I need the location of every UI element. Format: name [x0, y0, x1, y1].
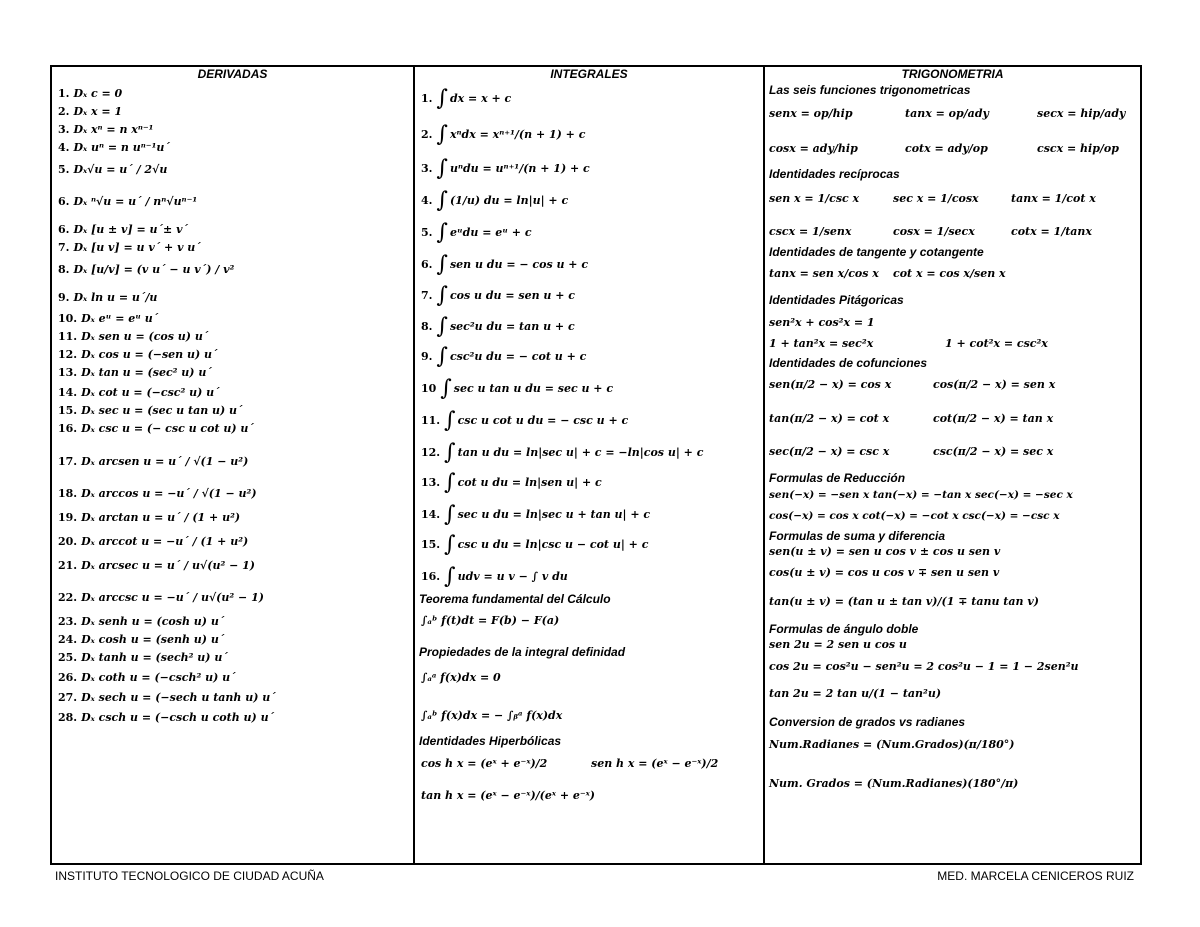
integral-number: 8. [421, 320, 433, 333]
derivada-formula: Dₓ ln u = u´/u [73, 291, 158, 304]
integral-formula: tan u du = ln|sec u| + c = −ln|cos u| + c [457, 446, 704, 459]
cotx-def: cotx = ady/op [905, 142, 988, 155]
derivada-item [58, 487, 257, 501]
derivadas-header: DERIVADAS [197, 67, 268, 81]
derivada-item [58, 511, 240, 525]
integral-formula: xⁿdx = xⁿ⁺¹/(n + 1) + c [449, 128, 586, 141]
derivada-number: 19. [58, 511, 78, 524]
cofuncion-cos: cos(π/2 − x) = sen x [933, 378, 1056, 391]
derivada-number: 10. [58, 312, 78, 325]
integral-sign-icon: ∫ [440, 376, 452, 401]
propiedades-title: Propiedades de la integral definidad [419, 645, 626, 659]
integral-sign-icon: ∫ [436, 188, 448, 213]
integral-number: 4. [421, 194, 433, 207]
integral-item [421, 156, 590, 181]
propiedad-2: ∫ₐᵇ f(x)dx = − ∫ᵦᵃ f(x)dx [421, 709, 563, 722]
derivada-item [58, 422, 254, 436]
cofuncion-csc: csc(π/2 − x) = sec x [933, 445, 1054, 458]
reciproca-secx: sec x = 1/cosx [893, 192, 979, 205]
integral-sign-icon: ∫ [436, 252, 448, 277]
integral-item [421, 502, 651, 527]
derivada-item [58, 263, 234, 277]
hiperbolicas-title: Identidades Hiperbólicas [419, 734, 562, 748]
derivada-number: 13. [58, 366, 78, 379]
derivada-item [58, 105, 122, 119]
integral-sign-icon: ∫ [436, 314, 448, 339]
derivada-number: 22. [58, 591, 78, 604]
integral-item [421, 220, 532, 245]
integral-item [421, 122, 586, 147]
integral-number: 12. [421, 446, 441, 459]
derivada-number: 28. [58, 711, 78, 724]
integral-item [421, 252, 589, 277]
derivada-item [58, 535, 248, 549]
derivada-formula: Dₓ [u ± v] = u´± v´ [73, 223, 188, 236]
derivada-number: 21. [58, 559, 78, 572]
integral-item [421, 283, 575, 308]
tangente-tanx: tanx = sen x/cos x [769, 267, 879, 280]
integral-item [421, 470, 602, 495]
seis-funciones-title: Las seis funciones trigonometricas [769, 83, 971, 97]
integral-formula: udv = u v − ∫ v du [457, 570, 568, 583]
derivada-formula: Dₓ csch u = (−csch u coth u) u´ [81, 711, 275, 724]
integral-number: 16. [421, 570, 441, 583]
cosx-def: cosx = ady/hip [769, 142, 858, 155]
derivada-formula: Dₓ xⁿ = n xⁿ⁻¹ [73, 123, 154, 136]
trigonometria-header: TRIGONOMETRIA [901, 67, 1004, 81]
reciproca-tanx: tanx = 1/cot x [1011, 192, 1096, 205]
senh-formula: sen h x = (eˣ − e⁻ˣ)/2 [591, 757, 719, 770]
integral-number: 7. [421, 289, 433, 302]
footer-author: MED. MARCELA CENICEROS RUIZ [937, 869, 1134, 883]
derivada-formula: Dₓ arcsec u = u´ / u√(u² − 1) [81, 559, 256, 572]
cscx-def: cscx = hip/op [1037, 142, 1119, 155]
suma-title: Formulas de suma y diferencia [769, 529, 946, 543]
derivada-item [58, 291, 157, 305]
conversion-grados: Num. Grados = (Num.Radianes)(180°/π) [769, 777, 1019, 790]
derivada-number: 9. [58, 291, 70, 304]
derivada-number: 3. [58, 123, 70, 136]
cofunciones-title: Identidades de cofunciones [769, 356, 928, 370]
integral-number: 11. [421, 414, 441, 427]
derivada-number: 6. [58, 223, 70, 236]
derivada-number: 12. [58, 348, 78, 361]
derivada-number: 14. [58, 386, 78, 399]
footer-institution: INSTITUTO TECNOLOGICO DE CIUDAD ACUÑA [55, 869, 324, 883]
derivada-formula: Dₓ tanh u = (sech² u) u´ [81, 651, 228, 664]
derivada-formula: Dₓ arccos u = −u´ / √(1 − u²) [81, 487, 257, 500]
derivada-item [58, 195, 197, 209]
tanx-def: tanx = op/ady [905, 107, 989, 120]
integral-sign-icon: ∫ [436, 122, 448, 147]
suma-sen: sen(u ± v) = sen u cos v ± cos u sen v [769, 545, 1001, 558]
tangente-cotx: cot x = cos x/sen x [893, 267, 1006, 280]
integral-sign-icon: ∫ [444, 408, 456, 433]
integral-item [421, 86, 512, 111]
derivada-number: 11. [58, 330, 78, 343]
integral-item [421, 440, 704, 465]
derivada-number: 4. [58, 141, 70, 154]
derivada-item [58, 87, 122, 101]
derivada-formula: Dₓ cosh u = (senh u) u´ [81, 633, 225, 646]
derivada-formula: Dₓ sec u = (sec u tan u) u´ [81, 404, 243, 417]
integral-formula: csc²u du = − cot u + c [449, 350, 587, 363]
derivada-formula: Dₓ arccot u = −u´ / (1 + u²) [81, 535, 249, 548]
integral-sign-icon: ∫ [444, 532, 456, 557]
derivada-item [58, 615, 224, 629]
derivada-number: 5. [58, 163, 70, 176]
derivada-item [58, 671, 236, 685]
derivada-item [58, 241, 201, 255]
reduccion-2: cos(−x) = cos x cot(−x) = −cot x csc(−x) = −csc x [769, 510, 1060, 522]
teorema-formula: ∫ₐᵇ f(t)dt = F(b) − F(a) [421, 614, 560, 627]
derivada-item [58, 223, 188, 237]
integral-formula: csc u du = ln|csc u − cot u| + c [457, 538, 649, 551]
derivada-item [58, 366, 212, 380]
derivada-formula: Dₓ arctan u = u´ / (1 + u²) [81, 511, 241, 524]
derivada-item [58, 633, 224, 647]
integral-number: 10 [421, 382, 437, 395]
reduccion-title: Formulas de Reducción [769, 471, 906, 485]
derivada-item [58, 404, 243, 418]
derivada-number: 25. [58, 651, 78, 664]
derivada-formula: Dₓ c = 0 [73, 87, 123, 100]
derivada-item [58, 455, 248, 469]
derivada-formula: Dₓ cos u = (−sen u) u´ [81, 348, 218, 361]
integral-number: 2. [421, 128, 433, 141]
derivada-item [58, 386, 220, 400]
integral-item [421, 564, 568, 589]
integral-number: 14. [421, 508, 441, 521]
derivada-number: 8. [58, 263, 70, 276]
derivadas-column [52, 67, 415, 863]
propiedad-1: ∫ₐᵃ f(x)dx = 0 [421, 671, 501, 684]
derivada-formula: Dₓ ⁿ√u = u´ / nⁿ√uⁿ⁻¹ [73, 195, 198, 208]
integral-formula: (1/u) du = ln|u| + c [449, 194, 569, 207]
suma-tan: tan(u ± v) = (tan u ± tan v)/(1 ∓ tanu tan v) [769, 595, 1039, 608]
conversion-title: Conversion de grados vs radianes [769, 715, 966, 729]
integral-formula: sec²u du = tan u + c [449, 320, 575, 333]
derivada-formula: Dₓ arcsen u = u´ / √(1 − u²) [81, 455, 249, 468]
tanh-formula: tan h x = (eˣ − e⁻ˣ)/(eˣ + e⁻ˣ) [421, 789, 596, 802]
derivada-number: 18. [58, 487, 78, 500]
integral-item [421, 376, 614, 401]
cofuncion-tan: tan(π/2 − x) = cot x [769, 412, 890, 425]
integral-sign-icon: ∫ [436, 283, 448, 308]
integral-sign-icon: ∫ [444, 564, 456, 589]
cofuncion-cot: cot(π/2 − x) = tan x [933, 412, 1054, 425]
integral-number: 5. [421, 226, 433, 239]
integrales-header: INTEGRALES [550, 67, 628, 81]
integral-number: 15. [421, 538, 441, 551]
senx-def: senx = op/hip [769, 107, 853, 120]
doble-title: Formulas de ángulo doble [769, 622, 919, 636]
integral-sign-icon: ∫ [436, 156, 448, 181]
derivada-formula: Dₓ cot u = (−csc² u) u´ [81, 386, 220, 399]
derivada-number: 1. [58, 87, 70, 100]
derivada-number: 6. [58, 195, 70, 208]
cosh-formula: cos h x = (eˣ + e⁻ˣ)/2 [421, 757, 548, 770]
integral-formula: sec u tan u du = sec u + c [453, 382, 614, 395]
trigonometria-column [765, 67, 1140, 863]
integral-item [421, 314, 575, 339]
pitagorica-1: sen²x + cos²x = 1 [769, 316, 875, 329]
integral-item [421, 408, 629, 433]
formula-sheet [50, 65, 1142, 865]
derivada-formula: Dₓ x = 1 [73, 105, 123, 118]
integral-formula: uⁿdu = uⁿ⁺¹/(n + 1) + c [449, 162, 590, 175]
reciproca-cscx: cscx = 1/senx [769, 225, 852, 238]
reciprocas-title: Identidades recíprocas [769, 167, 900, 181]
integral-formula: cos u du = sen u + c [449, 289, 575, 302]
derivada-formula: Dₓ sen u = (cos u) u´ [81, 330, 209, 343]
derivada-item [58, 591, 264, 605]
cofuncion-sec: sec(π/2 − x) = csc x [769, 445, 890, 458]
integral-number: 13. [421, 476, 441, 489]
integral-formula: eᵘdu = eᵘ + c [449, 226, 532, 239]
integral-item [421, 188, 569, 213]
integral-number: 3. [421, 162, 433, 175]
integral-formula: cot u du = ln|sen u| + c [457, 476, 602, 489]
integral-sign-icon: ∫ [444, 502, 456, 527]
pitagorica-3: 1 + cot²x = csc²x [945, 337, 1048, 350]
integral-sign-icon: ∫ [444, 440, 456, 465]
integral-item [421, 344, 587, 369]
derivada-number: 15. [58, 404, 78, 417]
suma-cos: cos(u ± v) = cos u cos v ∓ sen u sen v [769, 566, 1000, 579]
integral-sign-icon: ∫ [444, 470, 456, 495]
derivada-formula: Dₓ senh u = (cosh u) u´ [81, 615, 225, 628]
integral-sign-icon: ∫ [436, 86, 448, 111]
integral-number: 6. [421, 258, 433, 271]
integral-sign-icon: ∫ [436, 220, 448, 245]
derivada-formula: Dₓ [u/v] = (v u´ − u v´) / v² [73, 263, 235, 276]
doble-tan: tan 2u = 2 tan u/(1 − tan²u) [769, 687, 942, 700]
integral-sign-icon: ∫ [436, 344, 448, 369]
derivada-item [58, 123, 154, 137]
derivada-number: 16. [58, 422, 78, 435]
integral-item [421, 532, 649, 557]
doble-cos: cos 2u = cos²u − sen²u = 2 cos²u − 1 = 1 − 2sen²u [769, 660, 1079, 673]
derivada-item [58, 711, 274, 725]
pitagoricas-title: Identidades Pitágoricas [769, 293, 904, 307]
derivada-number: 26. [58, 671, 78, 684]
conversion-radianes: Num.Radianes = (Num.Grados)(π/180°) [769, 738, 1015, 751]
derivada-number: 27. [58, 691, 78, 704]
derivada-item [58, 348, 218, 362]
reciproca-senx: sen x = 1/csc x [769, 192, 860, 205]
integral-formula: csc u cot u du = − csc u + c [457, 414, 629, 427]
derivada-formula: Dₓ coth u = (−csch² u) u´ [81, 671, 236, 684]
derivada-item [58, 691, 276, 705]
derivada-formula: Dₓ uⁿ = n uⁿ⁻¹u´ [73, 141, 170, 154]
integral-number: 9. [421, 350, 433, 363]
integral-number: 1. [421, 92, 433, 105]
integrales-column [415, 67, 765, 863]
tangente-title: Identidades de tangente y cotangente [769, 245, 984, 259]
derivada-formula: Dₓ [u v] = u v´ + v u´ [73, 241, 201, 254]
derivada-formula: Dₓ eᵘ = eᵘ u´ [81, 312, 159, 325]
doble-sen: sen 2u = 2 sen u cos u [769, 638, 907, 651]
derivada-item [58, 651, 228, 665]
pitagorica-2: 1 + tan²x = sec²x [769, 337, 874, 350]
reciproca-cotx: cotx = 1/tanx [1011, 225, 1092, 238]
derivada-formula: Dₓ csc u = (− csc u cot u) u´ [81, 422, 254, 435]
derivada-number: 7. [58, 241, 70, 254]
derivada-item [58, 141, 170, 155]
derivada-formula: Dₓ arccsc u = −u´ / u√(u² − 1) [81, 591, 264, 604]
derivada-number: 20. [58, 535, 78, 548]
derivada-item [58, 312, 158, 326]
derivada-item [58, 330, 208, 344]
integral-formula: sen u du = − cos u + c [449, 258, 589, 271]
integral-formula: sec u du = ln|sec u + tan u| + c [457, 508, 651, 521]
derivada-number: 24. [58, 633, 78, 646]
reduccion-1: sen(−x) = −sen x tan(−x) = −tan x sec(−x) = −sec x [769, 489, 1073, 501]
teorema-title: Teorema fundamental del Cálculo [419, 592, 611, 606]
derivada-number: 2. [58, 105, 70, 118]
derivada-formula: Dₓ sech u = (−sech u tanh u) u´ [81, 691, 276, 704]
integral-formula: dx = x + c [449, 92, 512, 105]
reciproca-cosx: cosx = 1/secx [893, 225, 975, 238]
secx-def: secx = hip/ady [1037, 107, 1126, 120]
derivada-formula: Dₓ√u = u´ / 2√u [73, 163, 168, 176]
derivada-item [58, 163, 167, 177]
cofuncion-sen: sen(π/2 − x) = cos x [769, 378, 892, 391]
derivada-number: 23. [58, 615, 78, 628]
derivada-item [58, 559, 255, 573]
derivada-formula: Dₓ tan u = (sec² u) u´ [81, 366, 212, 379]
derivada-number: 17. [58, 455, 78, 468]
